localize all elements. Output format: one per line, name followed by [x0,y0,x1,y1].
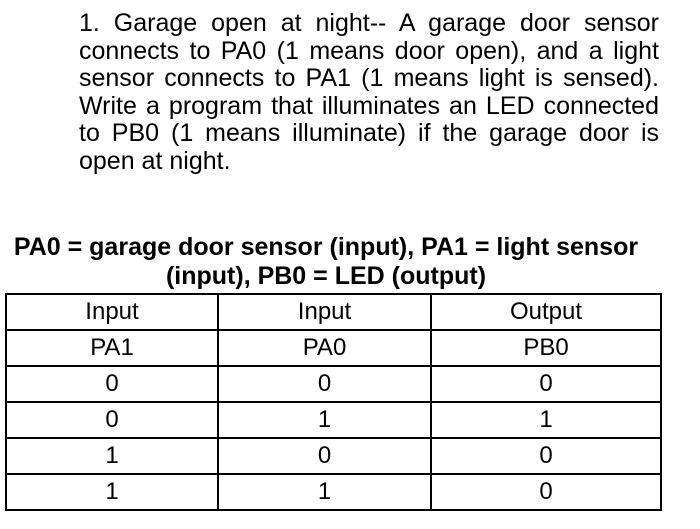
table-cell: 0 [431,474,661,510]
table-cell: 1 [431,402,661,438]
table-header-row-kind [6,294,661,330]
header-cell-pa1: PA1 [6,330,218,366]
table-row [6,366,661,402]
table-cell: 1 [6,474,218,510]
problem-statement: 1. Garage open at night-- A garage door sensor connects to PA0 (1 means door open), and a light sensor connects to PA1 (1 means light is sensed). Write a program that illuminates an LED connected to PB0 (1 means illuminate) if the garage door is open at night. [79,9,659,175]
header-cell-input: Input [218,294,431,330]
table-cell: 1 [6,438,218,474]
header-cell-input: Input [6,294,218,330]
table-cell: 0 [6,366,218,402]
header-cell-pb0: PB0 [431,330,661,366]
table-cell: 0 [431,366,661,402]
table-cell: 0 [218,438,431,474]
table-cell: 1 [218,402,431,438]
table-header-row-signal [6,330,661,366]
table-cell: 0 [6,402,218,438]
header-cell-output: Output [431,294,661,330]
table-cell: 0 [218,366,431,402]
header-cell-pa0: PA0 [218,330,431,366]
table-caption: PA0 = garage door sensor (input), PA1 = light sensor (input), PB0 = LED (output) [13,233,639,290]
table-row [6,402,661,438]
table-cell: 0 [431,438,661,474]
table-row [6,438,661,474]
table-cell: 1 [218,474,431,510]
truth-table [5,293,662,511]
table-row [6,474,661,510]
